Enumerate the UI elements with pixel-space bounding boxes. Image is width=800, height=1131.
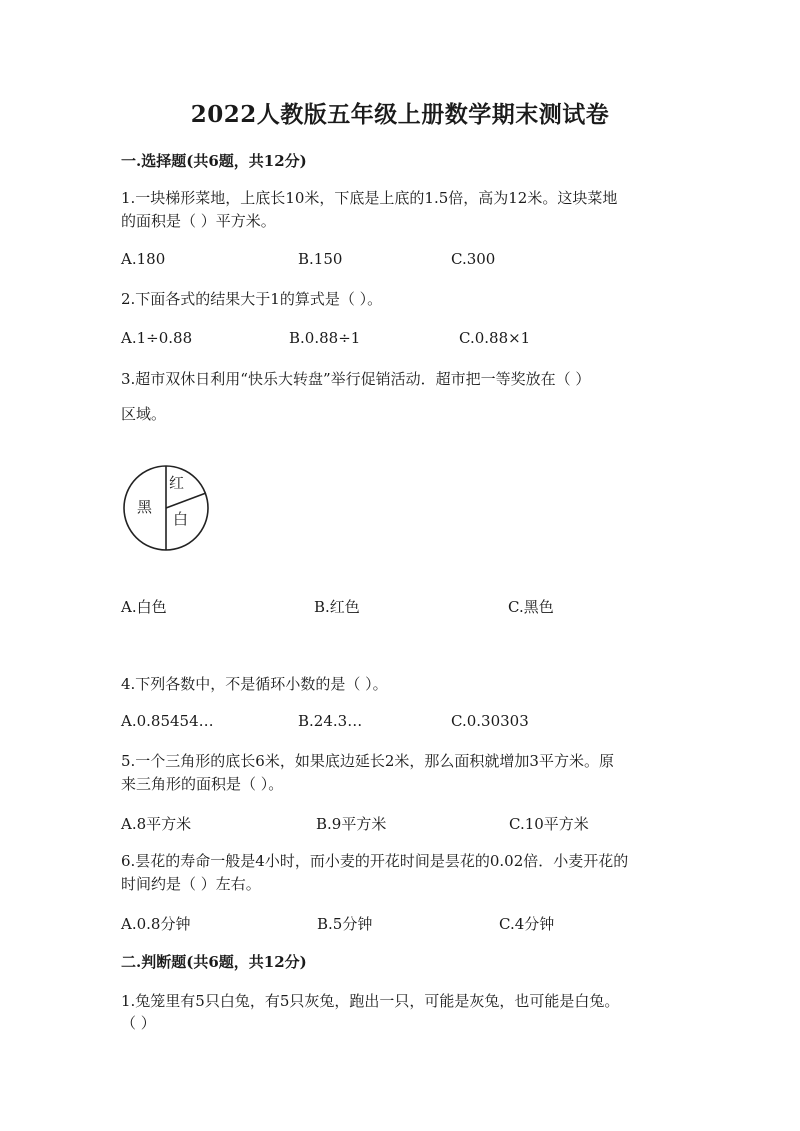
question-1-line-2: 的面积是（ ）平方米。 (121, 212, 276, 230)
question-6-option-b: B.5分钟 (317, 915, 373, 933)
question-2-option-a: A.1÷0.88 (121, 329, 193, 347)
question-5-option-a: A.8平方米 (121, 815, 192, 833)
question-3-option-c: C.黑色 (508, 598, 554, 616)
question-4-line-1: 4.下列各数中，不是循环小数的是（ ）。 (121, 675, 388, 693)
question-2-line-1: 2.下面各式的结果大于1的算式是（ ）。 (121, 290, 383, 308)
question-3-line-2: 区域。 (121, 405, 167, 423)
question-1-option-a: A.180 (121, 250, 166, 268)
question-3-line-1: 3.超市双休日利用“快乐大转盘”举行促销活动．超市把一等奖放在（ ） (121, 370, 591, 388)
question-4-option-c: C.0.30303 (451, 712, 529, 730)
section-heading-multiple-choice: 一.选择题(共6题，共12分) (121, 152, 307, 170)
question-5-line-1: 5.一个三角形的底长6米，如果底边延长2米，那么面积就增加3平方米。原 (121, 752, 614, 770)
wheel-label-red: 红 (169, 474, 185, 492)
judgement-1-line-1: 1.兔笼里有5只白兔，有5只灰兔，跑出一只，可能是灰兔，也可能是白兔。 (121, 992, 620, 1010)
question-5-option-b: B.9平方米 (316, 815, 387, 833)
question-3-option-a: A.白色 (121, 598, 167, 616)
question-2-option-c: C.0.88×1 (459, 329, 531, 347)
question-1-option-b: B.150 (298, 250, 343, 268)
judgement-1-line-2: （ ） (121, 1014, 156, 1032)
question-3-option-b: B.红色 (314, 598, 360, 616)
wheel-divider-diagonal (166, 493, 206, 508)
question-4-option-a: A.0.85454… (121, 712, 214, 730)
question-1-option-c: C.300 (451, 250, 496, 268)
prize-wheel-figure (122, 463, 214, 555)
question-2-option-b: B.0.88÷1 (289, 329, 361, 347)
question-5-line-2: 来三角形的面积是（ ）。 (121, 775, 284, 793)
question-6-option-a: A.0.8分钟 (121, 915, 191, 933)
question-4-option-b: B.24.3… (298, 712, 363, 730)
wheel-label-white: 白 (173, 510, 189, 528)
question-6-option-c: C.4分钟 (499, 915, 555, 933)
question-5-option-c: C.10平方米 (509, 815, 589, 833)
question-6-line-1: 6.昙花的寿命一般是4小时，而小麦的开花时间是昙花的0.02倍．小麦开花的 (121, 852, 629, 870)
page-title: 2022人教版五年级上册数学期末测试卷 (190, 101, 610, 128)
question-6-line-2: 时间约是（ ）左右。 (121, 875, 261, 893)
question-1-line-1: 1.一块梯形菜地，上底长10米，下底是上底的1.5倍，高为12米。这块菜地 (121, 189, 618, 207)
wheel-label-black: 黑 (137, 498, 153, 516)
section-heading-true-false: 二.判断题(共6题，共12分) (121, 953, 307, 971)
